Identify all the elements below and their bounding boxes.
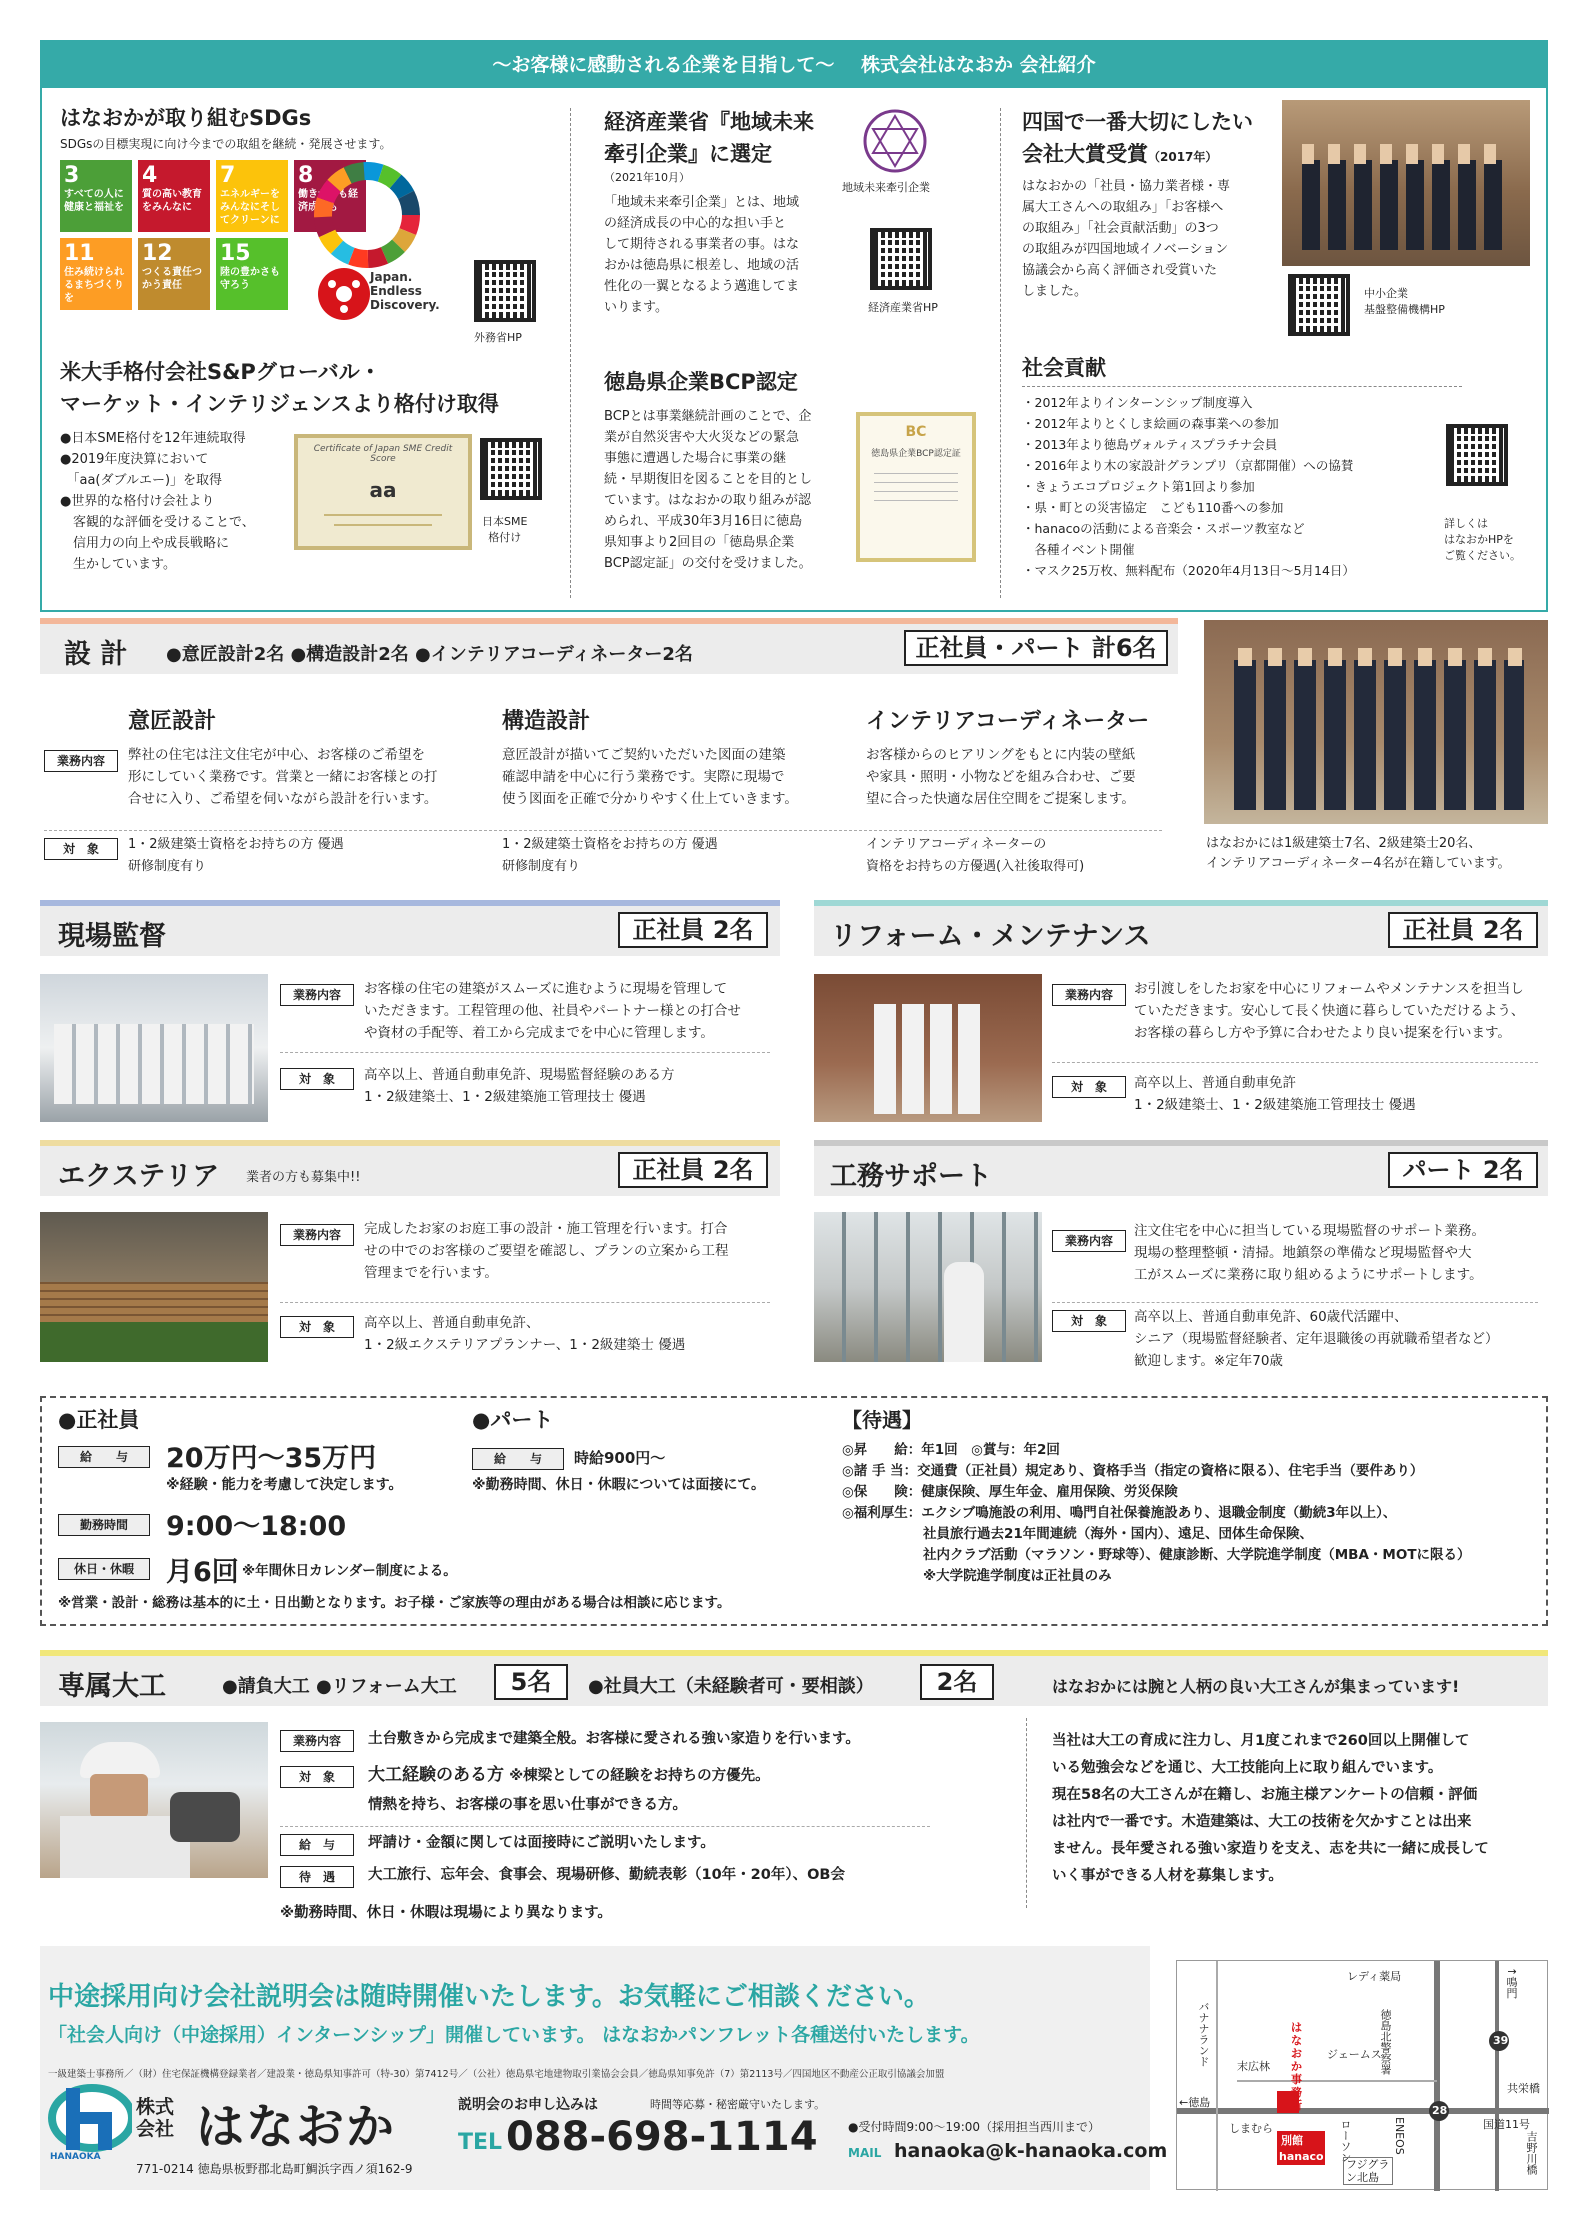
map-label-hanaco: hanaco: [1279, 2150, 1324, 2163]
support-target: 高卒以上、普通自動車免許、60歳代活躍中、 シニア（現場監督経験者、定年退職後の再就職希望者など） 歓迎します。※定年70歳: [1134, 1309, 1499, 1369]
company-name: はなおか: [196, 2099, 397, 2155]
sp-certificate-image: Certificate of Japan SME Credit Score aa: [294, 434, 472, 550]
map-label-suehiro: 末広林: [1237, 2060, 1270, 2073]
carpenter-headline: はなおかには腕と人柄の良い大工さんが集まっています!: [1052, 1677, 1460, 1696]
reform-work: お引渡しをしたお家を中心にリフォームやメンテナンスを担当し ていただきます。安心して長く快適に暮らしていただけるよう、 お客様の暮らし方や予算に合わせたより良い提案を行います。: [1134, 981, 1525, 1041]
hanaoka-qr-code[interactable]: [1446, 424, 1508, 486]
benefits-heading: 【待遇】: [842, 1408, 922, 1432]
map-label-police: 徳島北警察署: [1379, 2009, 1392, 2075]
divider: [1022, 386, 1462, 387]
carpenter-count-1: 5名: [494, 1664, 568, 1700]
divider: [1052, 1062, 1538, 1063]
footer-internship: 「社会人向け（中途採用）インターンシップ」開催しています。 はなおかパンフレット各種送付いたします。: [48, 2024, 980, 2046]
site-work: お客様の住宅の建築がスムーズに進むように現場を管理して いただきます。工程管理の他、社員やパートナー様との打合せ や資材の手配等、着工から完成までを中心に管理します。: [364, 981, 741, 1041]
carpenter-title: 専属大工: [58, 1671, 166, 1702]
meti-description: 「地域未来牽引企業」とは、地域 の経済成長の中心的な担い手と して期待される事業者の事。はな おかは徳島県に根差し、地域の活 性化の一翼となるよう邁進してま いります。: [604, 195, 800, 315]
regional-future-label: 地域未来牽引企業: [842, 181, 930, 194]
intro-banner: [42, 42, 1546, 88]
carpenter-count-2: 2名: [920, 1664, 994, 1700]
regional-future-logo-icon: [862, 108, 928, 174]
map-label-kyoei: 共栄橋: [1507, 2082, 1540, 2095]
salary-note: ※経験・能力を考慮して決定します。: [166, 1477, 403, 1493]
smrj-qr-code[interactable]: [1288, 274, 1350, 336]
sdg-goal-12: 12 つくる責任つかう責任: [138, 238, 210, 310]
map-label-fuji: フジグラン北島: [1343, 2157, 1393, 2185]
sdg-goal-3: 3 すべての人に健康と福祉を: [60, 160, 132, 232]
divider: [280, 1826, 930, 1827]
support-work-tag: 業務内容: [1052, 1230, 1126, 1252]
divider: [1000, 108, 1001, 598]
divider: [1052, 1302, 1538, 1303]
company-address: 771-0214 徳島県板野郡北島町鯛浜字西ノ須162-9: [136, 2162, 413, 2176]
meti-qr-code[interactable]: [870, 228, 932, 290]
sdgs-wheel-icon: [312, 160, 422, 270]
company-prefix: 株式会社: [136, 2096, 175, 2140]
reform-target: 高卒以上、普通自動車免許 1・2級建築士、1・2級建築施工管理技士 優遇: [1134, 1075, 1416, 1113]
reform-title: リフォーム・メンテナンス: [830, 921, 1151, 952]
apply-note: 時間等応募・秘密厳守いたします。: [650, 2098, 826, 2111]
site-target: 高卒以上、普通自動車免許、現場監督経験のある方 1・2級建築士、1・2級建築施工管理技士 優遇: [364, 1067, 675, 1105]
sdg-goal-7: 7 エネルギーをみんなにそしてクリーンに: [216, 160, 288, 232]
meti-date: （2021年10月）: [604, 171, 690, 184]
meti-title-line2: 牽引企業』に選定: [604, 142, 772, 166]
carpenter-benefit: 大工旅行、忘年会、食事会、現場研修、勤続表彰（10年・20年）、OB会: [368, 1867, 845, 1883]
design-work-tag: 業務内容: [44, 750, 118, 772]
sdg-goal-11: 11 住み続けられるまちづくりを: [60, 238, 132, 310]
map-label-lady: レディ薬局: [1347, 1970, 1402, 1983]
access-map[interactable]: [1176, 1960, 1548, 2190]
map-label-tokushima: ←徳島: [1179, 2096, 1211, 2109]
support-work: 注文住宅を中心に担当している現場監督のサポート業務。 現場の整理整頓・清掃。地鎮祭の準備など現場監督や大 工がスムーズに業務に取り組めるようにサポートします。: [1134, 1223, 1485, 1283]
reform-count: 正社員 2名: [1388, 912, 1538, 948]
exterior-target: 高卒以上、普通自動車免許、 1・2級エクステリアプランナー、1・2級建築士 優遇: [364, 1315, 686, 1353]
japan-endless-discovery: Japan. Endless Discovery.: [370, 270, 440, 312]
design-target-tag: 対 象: [44, 838, 118, 860]
sdgs-subtitle: SDGsの目標実現に向け今までの取組を継続・発展させます。: [60, 137, 392, 151]
map-label-james: ジェームス: [1327, 2048, 1382, 2061]
reform-team-photo: [814, 974, 1042, 1122]
holiday-note: ※年間休日カレンダー制度による。: [242, 1563, 457, 1579]
site-count: 正社員 2名: [618, 912, 768, 948]
reform-target-tag: 対 象: [1052, 1076, 1126, 1098]
carpenter-target-tag: 対 象: [280, 1766, 354, 1788]
tel-label: TEL: [458, 2130, 503, 2155]
award-ceremony-photo: [1282, 100, 1530, 266]
map-label-annex: 別館: [1281, 2134, 1303, 2147]
bcp-description: BCPとは事業継続計画のことで、企 業が自然災害や大火災などの緊急 事態に遭遇した場合に事業の継 続・早期復旧を図ることを目的とし ています。はなおかの取り組みが認 められ、平成30年3月16日に徳島 県知事より2回目の「徳島県企業 BCP認定証」の交付を受けました。: [604, 409, 813, 571]
footer-license: 一級建築士事務所／（財）住宅保証機構登録業者／建設業・徳島県知事許可（特-30）第7412号／（公社）徳島県宅地建物取引業協会会員／徳島県知事免許（7）第2113号／四国地区不動産公正取引協議会加盟: [48, 2069, 945, 2080]
map-route-39: 39: [1493, 2034, 1509, 2047]
sdg-goal-8: 8 働きがいも経済成長も: [294, 160, 366, 232]
support-title: 工務サポート: [830, 1161, 992, 1192]
design-staff-caption: はなおかには1級建築士7名、2級建築士20名、 インテリアコーディネーター4名が在籍しています。: [1206, 836, 1511, 871]
social-title: 社会貢献: [1022, 356, 1106, 380]
map-label-banana: バナナランド: [1197, 2001, 1210, 2067]
sdg-goal-4: 4 質の高い教育をみんなに: [138, 160, 210, 232]
support-count: パート 2名: [1388, 1152, 1538, 1188]
design-title: 設 計: [64, 639, 128, 670]
hanaoka-logo-icon: [46, 2082, 132, 2160]
salary-tag: 給 与: [58, 1446, 150, 1468]
support-worker-photo: [814, 1212, 1042, 1362]
support-target-tag: 対 象: [1052, 1310, 1126, 1332]
carpenter-pay: 坪請け・金額に関しては面接時にご説明いたします。: [368, 1835, 715, 1851]
part-time-heading: ●パート: [472, 1408, 554, 1432]
award-description: はなおかの「社員・協力業者様・専 属大工さんへの取組み」「お客様へ の取組み」「社会貢献活動」の3つ の取組みが四国地域イノベーション 協議会から高く評価され受賞いた しました。: [1022, 179, 1231, 299]
map-label-naruto: ↑鳴門: [1505, 1967, 1518, 1999]
hanaoka-qr-label: 詳しくは はなおかHPを ご覧ください。: [1444, 517, 1521, 562]
tagline: ～お客様に感動される企業を目指して～: [492, 54, 835, 76]
company-intro-box: [40, 40, 1548, 612]
sp-title-line2: マーケット・インテリジェンスより格付け取得: [60, 392, 499, 416]
map-label-shimamura: しまむら: [1229, 2122, 1273, 2135]
bcp-title: 徳島県企業BCP認定: [604, 370, 798, 394]
exterior-target-tag: 対 象: [280, 1316, 354, 1338]
holiday-value: 月6回: [166, 1557, 239, 1588]
carpenter-photo: [40, 1722, 268, 1878]
tel-number[interactable]: 088-698-1114: [506, 2114, 818, 2160]
logo-sub: HANAOKA: [50, 2152, 101, 2162]
carpenter-description: 当社は大工の育成に注力し、月1度これまで260回以上開催して いる勉強会などを通じ、大工技能向上に取り組んでいます。 現在58名の大工さんが在籍し、お施主様アンケートの信頼・評価 は社内で一番です。木造建築は、大工の技術を欠かすことは出来 ません。長年愛される強い家造りを支え、志を共に一緒に成長して いく事ができる人材を募集します。: [1052, 1733, 1489, 1884]
footer-info-session: 中途採用向け会社説明会は随時開催いたします。お気軽にご相談ください。: [48, 1982, 930, 2012]
site-work-tag: 業務内容: [280, 984, 354, 1006]
award-title-line2: 会社大賞受賞（2017年）: [1022, 142, 1218, 166]
exterior-garden-photo: [40, 1212, 268, 1362]
benefits-list: ◎昇 給：年1回 ◎賞与：年2回 ◎諸 手 当：交通費（正社員）規定あり、資格手当（指定の資格に限る）、住宅手当（要件あり） ◎保 険：健康保険、厚生年金、雇用保険、労災保険 ◎福利厚生：エクシブ鳴施設の利用、鳴門自社保養施設あり、退職金制度（勤続3年以上）、 社員旅行過去21年間連続（海外・国内）、遠足、団体生命保険、 社内クラブ活動（マラソン・野球等）、健康診断、大学院進学制度（MBA・MOTに限る） ※大学院進学制度は正社員のみ: [842, 1442, 1471, 1584]
site-team-photo: [40, 974, 268, 1122]
part-note: ※勤務時間、休日・休暇については面接にて。: [472, 1477, 766, 1493]
design-interior-work: お客様からのヒアリングをもとに内装の壁紙 や家具・照明・小物などを組み合わせ、ご要 望に合った快適な居住空間をご提案します。: [866, 747, 1136, 807]
sme-qr-label: 日本SME 格付け: [482, 515, 528, 544]
divider: [280, 1302, 770, 1303]
hours-value: 9:00～18:00: [166, 1511, 347, 1542]
carpenter-target: 大工経験のある方 ※棟梁としての経験をお持ちの方優先。: [368, 1765, 770, 1785]
design-kouzou-target: 1・2級建築士資格をお持ちの方 優遇 研修制度有り: [502, 837, 718, 874]
design-ishou-work: 弊社の住宅は注文住宅が中心、お客様のご希望を 形にしていく業務です。営業と一緒にお客様との打 合せに入り、ご希望を伺いながら設計を行います。: [128, 747, 438, 807]
map-route-28: 28: [1432, 2104, 1448, 2117]
mofa-qr-label: 外務省HP: [474, 331, 522, 344]
meti-title-line1: 経済産業省『地域未来: [604, 110, 814, 134]
social-list: ・2012年よりインターンシップ制度導入 ・2012年よりとくしま絵画の森事業への参加 ・2013年より徳島ヴォルティスプラチナ会員 ・2016年より木の家設計グランプリ（京都開催）への協賛 ・きょうエコプロジェクト第1回より参加 ・県・町との災害協定 こども110番への参加 ・hanacoの活動による音楽会・スポーツ教室など 各種イベント開催 ・マスク25万枚、無料配布（2020年4月13日～5月14日）: [1022, 395, 1355, 578]
exterior-work-tag: 業務内容: [280, 1224, 354, 1246]
design-sub-ishou: 意匠設計: [128, 709, 217, 734]
carpenter-pay-tag: 給 与: [280, 1834, 354, 1856]
design-kouzou-work: 意匠設計が描いてご契約いただいた図面の建築 確認申請を中心に行う業務です。実際に現場で 使う図面を正確で分かりやすく仕上ていきます。: [502, 747, 798, 807]
design-count: 正社員・パート 計6名: [904, 630, 1168, 666]
design-team-photo: [1204, 620, 1548, 824]
map-label-eneos: ENEOS: [1393, 2117, 1406, 2155]
map-label-office: はなおか事務所: [1291, 2021, 1302, 2112]
sp-description: ●日本SME格付を12年連続取得 ●2019年度決算において 「aa(ダブルエー)」を取得 ●世界的な格付け会社より 客観的な評価を受けることで、 信用力の向上や成長戦略に 生かしています。: [60, 431, 255, 572]
full-time-heading: ●正社員: [58, 1408, 140, 1432]
design-sub-interior: インテリアコーディネーター: [866, 709, 1150, 734]
exterior-count: 正社員 2名: [618, 1152, 768, 1188]
carpenter-note: ※勤務時間、休日・休暇は現場により異なります。: [280, 1905, 612, 1921]
exterior-note: 業者の方も募集中!!: [246, 1170, 361, 1185]
divider: [280, 1052, 770, 1053]
holiday-tag: 休日・休暇: [58, 1558, 150, 1580]
divider: [1026, 1718, 1027, 1908]
carpenter-roles-1: ●請負大工 ●リフォーム大工: [222, 1676, 457, 1697]
carpenter-work: 土台敷きから完成まで建築全般。お客様に愛される強い家造りを行います。: [368, 1731, 860, 1747]
divider: [44, 830, 1162, 831]
exterior-work: 完成したお家のお庭工事の設計・施工管理を行います。打合 せの中でのお客様のご要望を確認し、プランの立案から工程 管理までを行います。: [364, 1221, 729, 1281]
mofa-qr-code[interactable]: [474, 260, 536, 322]
divider: [570, 108, 571, 598]
apply-label: 説明会のお申し込みは: [458, 2097, 598, 2113]
design-sub-kouzou: 構造設計: [502, 709, 591, 734]
meti-qr-label: 経済産業省HP: [868, 301, 938, 314]
mail-label: MAIL: [848, 2146, 882, 2160]
site-target-tag: 対 象: [280, 1068, 354, 1090]
map-label-route11: 国道11号: [1483, 2118, 1530, 2131]
award-title-line1: 四国で一番大切にしたい: [1022, 110, 1253, 134]
salary-value: 20万円～35万円: [166, 1443, 377, 1474]
map-label-yoshino: 吉野川橋: [1525, 2131, 1538, 2175]
reform-work-tag: 業務内容: [1052, 984, 1126, 1006]
carpenter-work-tag: 業務内容: [280, 1730, 354, 1752]
part-salary-tag: 給 与: [472, 1448, 564, 1470]
design-interior-target: インテリアコーディネーターの 資格をお持ちの方優遇(入社後取得可): [866, 837, 1085, 874]
exterior-title: エクステリア: [58, 1161, 220, 1192]
weekend-note: ※営業・設計・総務は基本的に土・日出勤となります。お子様・ご家族等の理由がある場合は相談に応じます。: [58, 1595, 731, 1611]
sdgs-title: はなおかが取り組むSDGs: [60, 106, 312, 130]
carpenter-roles-2: ●社員大工（未経験者可・要相談）: [588, 1676, 874, 1697]
sme-qr-code[interactable]: [480, 438, 542, 500]
design-roles: ●意匠設計2名 ●構造設計2名 ●インテリアコーディネーター2名: [166, 644, 693, 665]
part-salary-value: 時給900円～: [574, 1449, 666, 1467]
carpenter-benefit-tag: 待 遇: [280, 1866, 354, 1888]
company-intro-title: 株式会社はなおか 会社紹介: [861, 54, 1096, 76]
smrj-qr-label: 中小企業 基盤整備機構HP: [1364, 287, 1445, 316]
design-ishou-target: 1・2級建築士資格をお持ちの方 優遇 研修制度有り: [128, 837, 344, 874]
carpenter-target-2: 情熱を持ち、お客様の事を思い仕事ができる方。: [368, 1797, 687, 1813]
mail-address[interactable]: hanaoka@k-hanaoka.com: [894, 2140, 1168, 2162]
reception-hours: ●受付時間9:00～19:00（採用担当西川まで）: [848, 2120, 1101, 2134]
sdg-goal-15: 15 陸の豊かさも守ろう: [216, 238, 288, 310]
site-title: 現場監督: [58, 921, 166, 952]
bcp-certificate-image: BC 徳島県企業BCP認定証: [856, 412, 976, 562]
map-label-lawson: ローソン: [1339, 2119, 1352, 2163]
sp-title-line1: 米大手格付会社S&Pグローバル・: [60, 360, 381, 384]
hours-tag: 勤務時間: [58, 1514, 150, 1536]
